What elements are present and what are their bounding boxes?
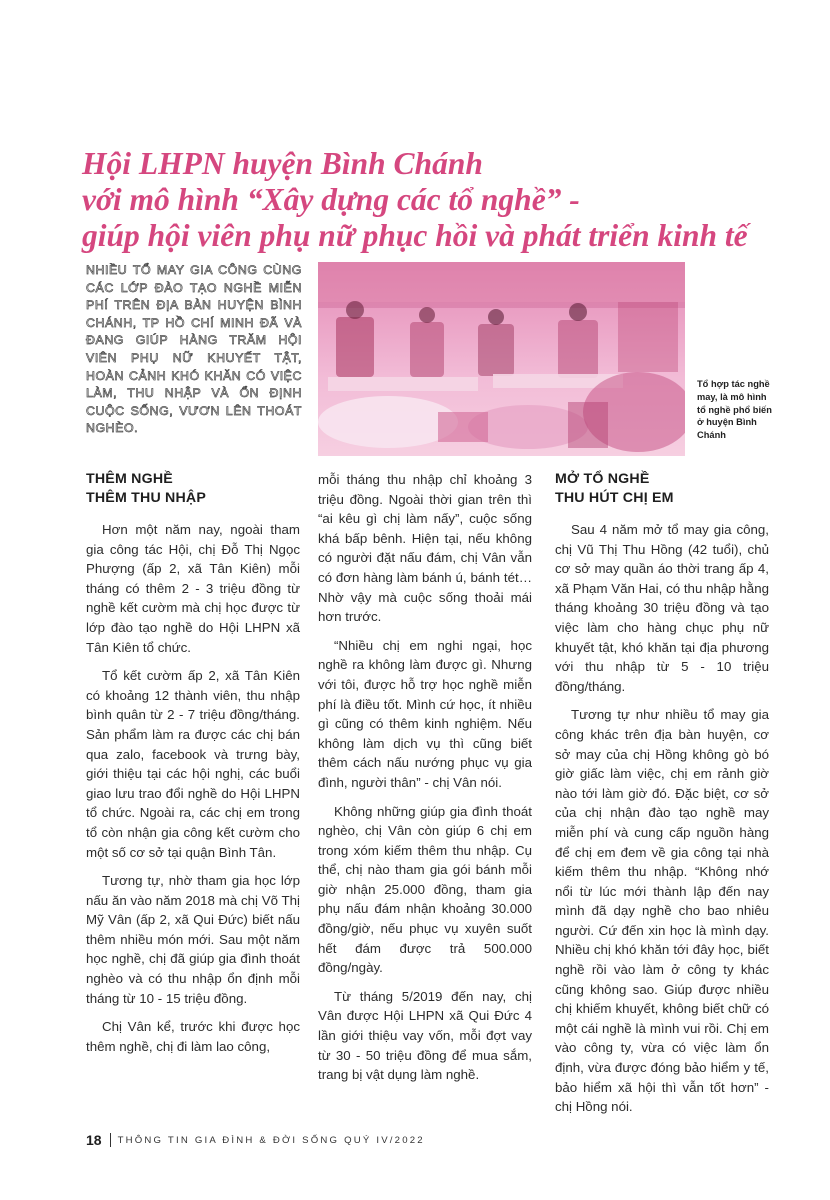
title-line-2: với mô hình “Xây dựng các tổ nghề” - [82,182,580,217]
title-line-1: Hội LHPN huyện Bình Chánh [82,146,483,181]
lead-paragraph: NHIỀU TỔ MAY GIA CÔNG CÙNG CÁC LỚP ĐÀO TẠO NGHỀ MIỄN PHÍ TRÊN ĐỊA BÀN HUYỆN BÌNH CHÁNH, TP HỒ CHÍ MINH ĐÃ VÀ ĐANG GIÚP HÀNG TRĂM HỘI VIÊN PHỤ NỮ KHUYẾT TẬT, HOÀN CẢNH KHÓ KHĂN CÓ VIỆC LÀM, THU NHẬP VÀ ỔN ĐỊNH CUỘC SỐNG, VƯƠN LÊN THOÁT NGHÈO. [86,263,302,436]
heading-1-line-2: THÊM THU NHẬP [86,490,207,506]
paragraph: Chị Vân kể, trước khi được học thêm nghề, chị đi làm lao công, [86,1019,300,1054]
footer-divider [110,1133,111,1147]
sewing-workshop-photo [318,262,685,456]
photo-illustration [318,262,685,456]
paragraph: Hơn một năm nay, ngoài tham gia công tác Hội, chị Đỗ Thị Ngọc Phượng (ấp 2, xã Tân Kiên) mỗi tháng có thêm 2 - 3 triệu đồng từ nghề kết cườm mà chị học được từ lớp đào tạo nghề do Hội LHPN xã Tân Kiên tổ chức. [86,522,300,655]
paragraph-continued: mỗi tháng thu nhập chỉ khoảng 3 triệu đồng. Ngoài thời gian trên thì “ai kêu gì chị làm nấy”, cuộc sống khá bấp bênh. Hiện tại, nếu không có người đặt nấu đám, chị Vân vẫn có đơn hàng làm bánh ú, bánh tét… Nhờ vậy mà cuộc sống thoải mái hơn trước. [318,472,532,625]
photo-caption: Tổ hợp tác nghề may, là mô hình tổ nghề phổ biến ở huyện Bình Chánh [697,379,772,441]
paragraph: Tương tự, nhờ tham gia học lớp nấu ăn vào năm 2018 mà chị Võ Thị Mỹ Vân (ấp 2, xã Qui Đức) biết nấu thêm nhiều món mới. Sau một năm học nghề, chị đã giúp gia đình thoát nghèo và có thu nhập ổn định mỗi tháng từ 10 - 15 triệu đồng. [86,873,300,1006]
magazine-name: THÔNG TIN GIA ĐÌNH & ĐỜI SỐNG QUÝ IV/2022 [117,1134,425,1146]
article-title [82,146,802,254]
column-2 [318,470,532,1094]
paragraph: Sau 4 năm mở tổ may gia công, chị Vũ Thị Thu Hồng (42 tuổi), chủ cơ sở may quần áo thời trang ấp 4, xã Phạm Văn Hai, có thu nhập hằng tháng khoảng 30 triệu đồng và tạo việc làm cho hàng chục phụ nữ khuyết tật, khó khăn tại địa phương với thu nhập từ 5 - 10 triệu đồng/tháng. [555,522,769,694]
title-line-3: giúp hội viên phụ nữ phục hồi và phát triển kinh tế [82,218,748,253]
heading-1-line-1: THÊM NGHỀ [86,471,173,487]
section-heading-1 [86,470,300,508]
column-1 [86,470,300,1065]
column-3 [555,470,769,1126]
page-footer [86,1131,425,1149]
paragraph: Tổ kết cườm ấp 2, xã Tân Kiên có khoảng 12 thành viên, thu nhập bình quân từ 2 - 7 triệu đồng/tháng. Sản phẩm làm ra được các chị bán qua zalo, facebook và trưng bày, giới thiệu tại các hội nghị, các buổi giao lưu trao đổi nghề do Hội LHPN tổ chức. Ngoài ra, các chị em trong tổ còn nhận gia công kết cườm cho một số cơ sở tại quận Bình Tân. [86,668,300,860]
paragraph: “Nhiều chị em nghi ngại, học nghề ra không làm được gì. Nhưng với tôi, được hỗ trợ học nghề miễn phí là điều tốt. Mình cứ học, ít nhiều gì cũng có thêm kinh nghiệm. Nếu không làm dịch vụ thì cũng biết thêm cách nấu nướng phục vụ gia đình, người thân” - chị Vân nói. [318,637,532,790]
paragraph: Không những giúp gia đình thoát nghèo, chị Vân còn giúp 6 chị em trong xóm kiếm thêm thu nhập. Cụ thể, chị nào tham gia gói bánh mỗi giờ nhận 25.000 đồng, tham gia phụ nấu đám nhận khoảng 30.000 đồng/giờ, nếu phục vụ xuyên suốt hết đám được trả 500.000 đồng/ngày. [318,803,532,976]
paragraph: Từ tháng 5/2019 đến nay, chị Vân được Hội LHPN xã Qui Đức 4 lần giới thiệu vay vốn, mỗi đợt vay từ 30 - 50 triệu đồng để mua sắm, trang bị vật dụng làm nghề. [318,988,532,1083]
page-number: 18 [86,1132,102,1148]
paragraph: Tương tự như nhiều tổ may gia công khác trên địa bàn huyện, cơ sở may của chị Hồng không gò bó giờ giấc làm việc, chị em rảnh giờ nào tới làm giờ đó. Đặc biệt, cơ sở của chị nhận đào tạo nghề may miễn phí và cung cấp nguồn hàng để chị em đem về gia công tại nhà kiếm thêm thu nhập. “Không nhớ nổi từ lúc mới thành lập đến nay mình đã dạy nghề cho bao nhiêu người. Cứ đến xin học là mình dạy. Nhiều chị khó khăn tới đây học, biết nghề rồi vào làm ở công ty khác cũng không sao. Giúp được nhiều chị khiếm khuyết, không biết chữ có một cái nghề là mình vui rồi. Chị em vào công ty, vừa có việc làm ổn định, vừa được đóng bảo hiểm y tế, bảo hiểm xã hội thì vẫn tốt hơn” - chị Hồng nói. [555,707,769,1115]
heading-2-line-2: THU HÚT CHỊ EM [555,490,674,506]
heading-2-line-1: MỞ TỔ NGHỀ [555,471,650,487]
section-heading-2 [555,470,769,508]
